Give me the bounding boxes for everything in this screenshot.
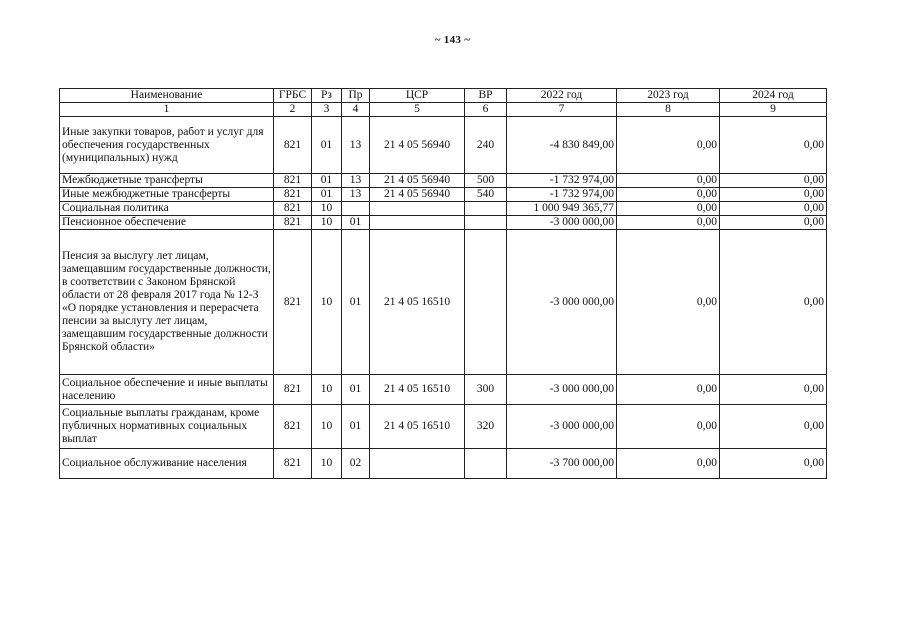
table-row [60, 449, 827, 479]
column-number: 8 [617, 103, 720, 117]
page-number: ~ 143 ~ [434, 34, 471, 46]
row-name: Пенсия за выслугу лет лицам, замещавшим государственные должности, в соответствии с Законом Брянской области от 28 февраля 2017 года № 12-З «О порядке установления и перерасчета пенсии за выслугу лет лицам, замещавшим государственные должности Брянской области» [60, 230, 274, 375]
row-csr: 21 4 05 56940 [370, 117, 465, 174]
row-2023: 0,00 [617, 216, 720, 230]
row-csr: 21 4 05 56940 [370, 174, 465, 188]
header-name: Наименование [60, 89, 274, 103]
row-2024: 0,00 [720, 449, 827, 479]
row-rz: 01 [312, 188, 342, 202]
row-2022: -3 000 000,00 [507, 230, 617, 375]
column-number: 4 [342, 103, 370, 117]
row-2024: 0,00 [720, 375, 827, 405]
row-vr [465, 449, 507, 479]
row-2023: 0,00 [617, 405, 720, 449]
row-2024: 0,00 [720, 216, 827, 230]
row-csr [370, 216, 465, 230]
row-pr: 01 [342, 230, 370, 375]
row-name: Социальная политика [60, 202, 274, 216]
row-grbs: 821 [274, 449, 312, 479]
row-vr [465, 202, 507, 216]
row-pr: 01 [342, 216, 370, 230]
row-2022: -3 000 000,00 [507, 375, 617, 405]
column-number: 3 [312, 103, 342, 117]
row-rz: 10 [312, 216, 342, 230]
row-2024: 0,00 [720, 188, 827, 202]
table-row [60, 216, 827, 230]
row-2022: -3 000 000,00 [507, 216, 617, 230]
table-row [60, 188, 827, 202]
row-2022: -3 700 000,00 [507, 449, 617, 479]
row-2022: -1 732 974,00 [507, 188, 617, 202]
row-rz: 01 [312, 174, 342, 188]
column-number: 9 [720, 103, 827, 117]
row-name: Пенсионное обеспечение [60, 216, 274, 230]
header-csr: ЦСР [370, 89, 465, 103]
header-2022: 2022 год [507, 89, 617, 103]
column-number-row [60, 103, 827, 117]
header-vr: ВР [465, 89, 507, 103]
row-2023: 0,00 [617, 202, 720, 216]
column-number: 6 [465, 103, 507, 117]
row-pr: 02 [342, 449, 370, 479]
row-name: Социальные выплаты гражданам, кроме публичных нормативных социальных выплат [60, 405, 274, 449]
row-csr [370, 449, 465, 479]
table-row [60, 230, 827, 375]
row-vr: 320 [465, 405, 507, 449]
row-grbs: 821 [274, 202, 312, 216]
row-name: Социальное обеспечение и иные выплаты населению [60, 375, 274, 405]
row-csr: 21 4 05 16510 [370, 230, 465, 375]
row-grbs: 821 [274, 188, 312, 202]
row-2022: -1 732 974,00 [507, 174, 617, 188]
header-row [60, 89, 827, 103]
header-rz: Рз [312, 89, 342, 103]
row-pr: 01 [342, 405, 370, 449]
row-rz: 10 [312, 375, 342, 405]
row-name: Межбюджетные трансферты [60, 174, 274, 188]
row-pr: 13 [342, 174, 370, 188]
row-grbs: 821 [274, 230, 312, 375]
row-vr: 240 [465, 117, 507, 174]
row-csr: 21 4 05 56940 [370, 188, 465, 202]
row-vr [465, 230, 507, 375]
row-name: Иные межбюджетные трансферты [60, 188, 274, 202]
column-number: 5 [370, 103, 465, 117]
budget-table [59, 88, 827, 479]
row-2024: 0,00 [720, 202, 827, 216]
row-2023: 0,00 [617, 375, 720, 405]
row-rz: 10 [312, 202, 342, 216]
column-number: 7 [507, 103, 617, 117]
row-pr [342, 202, 370, 216]
row-2023: 0,00 [617, 230, 720, 375]
row-grbs: 821 [274, 117, 312, 174]
row-vr [465, 216, 507, 230]
row-2023: 0,00 [617, 188, 720, 202]
row-vr: 540 [465, 188, 507, 202]
row-rz: 10 [312, 230, 342, 375]
row-2023: 0,00 [617, 117, 720, 174]
row-grbs: 821 [274, 216, 312, 230]
row-csr [370, 202, 465, 216]
header-pr: Пр [342, 89, 370, 103]
row-name: Социальное обслуживание населения [60, 449, 274, 479]
row-2022: -4 830 849,00 [507, 117, 617, 174]
row-grbs: 821 [274, 174, 312, 188]
row-vr: 500 [465, 174, 507, 188]
table-row [60, 405, 827, 449]
row-pr: 13 [342, 117, 370, 174]
row-pr: 01 [342, 375, 370, 405]
row-2024: 0,00 [720, 405, 827, 449]
header-grbs: ГРБС [274, 89, 312, 103]
row-rz: 10 [312, 405, 342, 449]
row-csr: 21 4 05 16510 [370, 405, 465, 449]
header-2024: 2024 год [720, 89, 827, 103]
row-2024: 0,00 [720, 230, 827, 375]
row-rz: 10 [312, 449, 342, 479]
row-2024: 0,00 [720, 174, 827, 188]
row-2023: 0,00 [617, 174, 720, 188]
column-number: 1 [60, 103, 274, 117]
header-2023: 2023 год [617, 89, 720, 103]
row-csr: 21 4 05 16510 [370, 375, 465, 405]
table-row [60, 117, 827, 174]
row-grbs: 821 [274, 375, 312, 405]
row-pr: 13 [342, 188, 370, 202]
row-rz: 01 [312, 117, 342, 174]
row-2022: -3 000 000,00 [507, 405, 617, 449]
row-2022: 1 000 949 365,77 [507, 202, 617, 216]
column-number: 2 [274, 103, 312, 117]
row-vr: 300 [465, 375, 507, 405]
table-row [60, 174, 827, 188]
row-grbs: 821 [274, 405, 312, 449]
row-2024: 0,00 [720, 117, 827, 174]
row-2023: 0,00 [617, 449, 720, 479]
table-row [60, 202, 827, 216]
table-row [60, 375, 827, 405]
row-name: Иные закупки товаров, работ и услуг для обеспечения государственных (муниципальных) нужд [60, 117, 274, 174]
